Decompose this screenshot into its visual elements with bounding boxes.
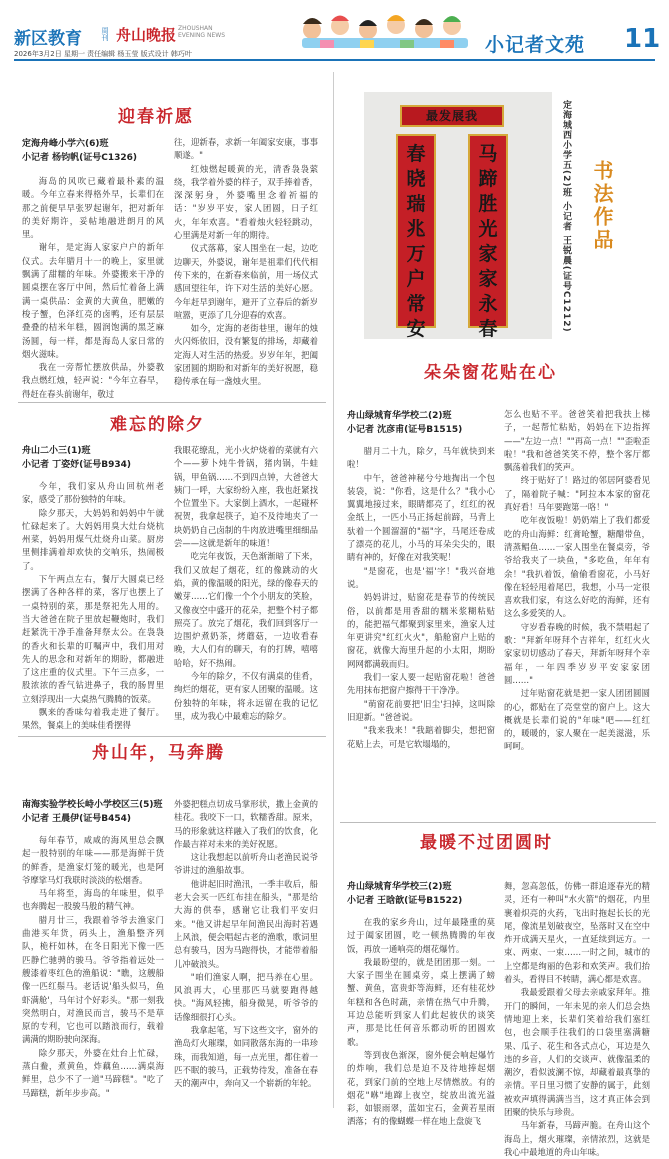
article-column [504,408,650,818]
paragraph: 我最盼望的，就是团团那一刻。一大家子围坐在圆桌旁，桌上摆满了螃蟹、黄鱼，富贵虾等海鲜，还有桂花炒年糕和各色时蔬，亲情在热气中升腾，耳边总能听到家人们此起彼伏的谈笑声，那是比任何音乐都动听的团圆欢歌。 [347,956,495,1047]
paragraph: 马年将至，海岛的年味里，似乎也奔腾起一股骏马般的精气神。 [22,888,164,912]
article-column [347,445,495,817]
page-number: 11 [624,24,661,54]
section-title: 小记者文苑 [485,34,586,56]
article-school: 舟山绿城育华学校二(2)班 [347,411,452,421]
paragraph: 妈妈讲过，贴窗花是春节的传统民俗，以前都是用香甜的糯米浆糊粘贴的，能把福气都聚到家里来，渔家人过年更讲究"红红火火"，船舱窗户上贴的窗花，就像大海里升起的小太阳，期盼网网都满载而归。 [347,592,495,669]
paragraph: 中午，爸爸神秘兮兮地掏出一个包装袋，说："你看，这是什么？"我小心翼翼地接过来，眼睛都亮了，红红的祝金纸上，一匹小马正扬起前蹄，马背上驮着一个圆溜溜的"福"字，马尾还卷成了漂亮的花儿，小马的耳朵尖尖的，眼睛有神的，好像在对我笑呢！ [347,472,495,563]
paragraph: 舞，忽高忽低，仿佛一群追逐春光的精灵，还有一种叫"水火箭"的烟花，内里裹着炽亮的火药，飞出时拖起长长的光尾，像流星划破夜空，坠落时又在空中炸开成满天星火，一直延续到远方。一束、两束、一束……一时之间，城市的上空都是绚丽的色彩和欢笑声。我们抬着头，看得目不转睛，满心都是欢喜。 [504,881,650,985]
paragraph: 今年的除夕，不仅有满桌的佳肴，绚烂的烟花，更有家人团聚的温暖。这份独特的年味，将永远留在我的记忆里，成为我心中最难忘的除夕。 [174,671,318,721]
calligraphy-horizontal-scroll: 最发展我 [400,105,504,127]
paragraph: 我们一家人要一起贴窗花啦！爸爸先用抹布把窗户擦得干干净净。 [347,672,495,696]
article-school: 舟山绿城育华学校三(2)班 [347,882,452,892]
scroll-text: 春晓瑞兆万户常安 [406,143,426,340]
article-column [347,916,495,1127]
article-column [22,175,164,399]
article-column [22,834,164,1106]
paragraph: 我在一旁帮忙摆放供品，外婆教我点燃红烛，轻声说："今年立春早，得赶在春头前谢年，敬过 [22,362,164,399]
paragraph: 吃年夜饭啦！奶奶端上了我们都爱吃的舟山海鲜：红膏呛蟹，糖醋带鱼，清蒸鲳鱼……一家人围坐在餐桌旁，爷爷给我夹了一块鱼，"多吃鱼，年年有余！"我扒着饭，偷偷看窗花，小马好像在轻轻甩着尾巴，我想，小马一定很喜欢我们家，有这么好吃的海鲜，还有这么多爱笑的人。 [504,515,650,619]
paragraph: 马年新春，马蹄声脆。在舟山这个海岛上，烟火璀璨，亲情浓烈，这就是我心中最地道的舟山年味。 [504,1120,650,1157]
paragraph: 海岛的风吹已藏着最朴素的温暖。今年立春来得格外早，长辈们在那之前便早早张罗起谢年，把对新年的美好期许，妥帖地融进朗月的风里。 [22,176,164,240]
paragraph: 飘来的香味勾着我走进了餐厅。果然，餐桌上的美味佳肴摆得 [22,707,164,731]
paragraph: 下午两点左右，餐厅大圆桌已经摆满了各种各样的菜，客厅也摆上了一桌特别的菜，那是祭祀先人用的。当大爸爸在院子里放起鞭炮时，我们赶紧洗干净手准备拜祭太公。在袅袅的香火和长辈的叮嘱声中，我们用对先人的思念和对新年的期盼，都融进了这庄重的仪式里。下午三点多，一股浓浓的香气钻进鼻子，我的肠胃里立刻浮现出一大桌热气腾腾的饭菜。 [22,574,164,704]
article-reporter: 小记者 丁姿妤(证号B934) [22,460,132,470]
paragraph: "是窗花，也是'福'字！"我兴奋地说。 [347,565,495,589]
article-column [174,798,318,1106]
paragraph: 除夕那天，外婆在灶台上忙碌，蒸白鲞，煮黄鱼，炸藕鱼……满桌海鲜里，总少不了一道"马蹄糕"。"吃了马蹄糕，新年步步高。" [22,1047,164,1098]
article-title: 难忘的除夕 [110,415,205,435]
article-column [22,480,164,731]
divider [18,402,326,403]
calligraphy-title: 书法作品 [590,160,614,252]
paragraph: 我眼花缭乱，光小火炉烧着的菜就有六个——萝卜炖牛骨锅，猪肉锅，牛蛙锅，甲鱼锅……不到四点钟，大爸爸大姨门一呼，大家纷纷入座，我也赶紧找个位置坐下。大家倒上酒水，一起碰杯祝贺，我拿起筷子，迫不及待地夹了一块奶奶自己卤制的牛肉放进嘴里细细品尝——这就是新年的味道！ [174,445,318,549]
header-rule [14,59,655,61]
article-title: 最暖不过团圆时 [420,833,553,853]
paragraph: 守岁看春晚的时候，我不禁唱起了歌："拜新年呀拜个吉祥年，红红火火家家切切感动了春天，拜新年呀拜个幸福年，一年四季岁岁平安家家团圆……" [504,621,650,685]
dateline: 2026年3月2日 星期一 责任编辑 杨玉莹 版式设计 韩巧叶 [14,50,192,58]
paragraph: 腊月二十九，除夕，马年就快到来啦！ [347,446,495,470]
paragraph: 外婆把糕点切成马掌形状，撒上金黄的桂花。我咬下一口，软糯香甜。原来，马的形象就这样融入了我们的饮食，化作最吉祥对未来的美好祝愿。 [174,799,318,849]
newspaper-logo: 舟山晚报 [116,26,177,44]
paragraph: "我来我来！"我踮着脚尖，想把窗花贴上去，可是它软塌塌的， [347,725,495,749]
calligraphy-photo [364,92,552,339]
paragraph: 往，迎新春，求新一年阖家安康，事事顺遂。" [174,137,318,161]
article-school: 南海实验学校长峙小学校区三(5)班 [22,800,163,810]
article-column [504,880,650,1157]
page-header [0,0,669,62]
paragraph: 谢年，是定海人家家户户的新年仪式。去年腊月十一的晚上，家里就飘满了甜糯的年味。外婆搬来干净的圆桌摆在客厅中间，然后忙着备上满满一桌供品：金黄的大黄鱼，肥嫩的梭子蟹，色泽红亮的卤鸭，还有层层叠叠的桔米年糕，圆润饱满的黑芝麻汤圆，每一样，都是海岛人家日常的烟火滋味。 [22,242,164,359]
paragraph: 过年贴窗花就是把一家人团团圆圆的心，都贴在了亮堂堂的窗户上。这大概就是长辈们说的"年味"吧——红红的，暖暖的，家人聚在一起美滋滋，乐呵呵。 [504,688,650,752]
scroll-text: 马蹄胜光家家永春 [478,143,498,340]
calligraphy-right-scroll [468,134,508,340]
article-reporter: 小记者 王晨伊(证号B454) [22,814,132,824]
paragraph: 在我的家乡舟山，过年最隆重的莫过于阖家团圆，吃一顿热腾腾的年夜饭，再放一通响亮的烟花爆竹。 [347,917,495,954]
paragraph: 吃完年夜饭，天色渐渐暗了下来，我们又放起了烟花，红的像跳动的火焰，黄的像温暖的阳光，绿的像春天的嫩芽……它们像一个个小朋友的笑脸，又像夜空中盛开的花朵，把整个村子都照亮了。放完了烟花，我们回到客厅一边围炉煮奶茶，烤蘑菇，一边收看春晚，大人们有的聊天，有的打牌，嘻嘻哈哈，好不热闹。 [174,551,318,668]
paragraph: 腊月廿三，我跟着爷爷去渔家门曲港买年货，码头上，渔船整齐列队，桅杆如林，在冬日阳光下像一匹匹静伫驰骋的骏马。爷爷指着远处一艘漆着枣红色的渔船说："瞧，这艘船像一匹红鬃马。老话说'船头似马，鱼虾满舱'，马年讨个好彩头。"那一刻我突然明白，对渔民而言，骏马不是草原的专利，它也可以踏浪而行，载着满满的期盼驶向深海。 [22,914,164,1045]
newspaper-logo-en: ZHOUSHAN EVENING NEWS [178,25,226,39]
article-school: 定海舟峰小学六(6)班 [22,139,109,149]
paragraph: 除夕那天，大妈妈和妈妈中午就忙碌起来了。大妈妈用臭大灶台烧杭州菜，妈妈用煤气灶烧舟山菜。厨房里侧排满着却欢快的交响乐，热闹极了。 [22,507,164,571]
article-title: 迎春祈愿 [118,107,194,127]
brand-subtitle: 周刊 [101,27,109,41]
paragraph: 红烛燃起暖黄的光，清香袅袅萦绕，我学着外婆的样子，双手捧着香，深深躬身，外婆嘴里念着祈福的话："岁岁平安，家人团圆，日子红火，年年欢喜。"看着烛火轻轻跳动，心里满是对新一年的期待。 [174,163,318,241]
paragraph: 他讲起旧时渔汛，一季丰收后，船老大会买一匹红布挂在船头，"那是给大海的供奉，感谢它让我们平安归来。"他又讲起早年间渔民出海时若遇上风浪，便会唱起古老的渔歌，歌词里总有骏马，因为马跑得快，才能带着船儿冲破浪头。 [174,878,318,969]
article-column [174,136,318,398]
article-school: 舟山二小三(1)班 [22,446,91,456]
calligraphy-author: 定海城西小学五(2)班 小记者 王锐晨(证号C1212) [561,100,571,333]
paragraph: 每年春节，咸咸的海风里总会飘起一股特别的年味——那是海鲜干货的鲜香，是渔家灯笼的暖光，也是阿爷摩挲马灯我联时淡淡的松烟香。 [22,835,164,885]
paragraph: "咱们渔家人啊，把马养在心里。风浪再大，心里那匹马就要跑得越快。"海风轻拂，船身微晃，听爷爷的话像细很打心头。 [174,971,318,1022]
paragraph: 今年，我们家从舟山回杭州老家，感受了那份独特的年味。 [22,481,164,505]
children-illustration [300,8,470,48]
article-title: 朵朵窗花贴在心 [424,363,557,383]
paragraph: 怎么也贴不平。爸爸笑着把我扶上梯子，一起帮忙粘贴，妈妈在下边指挥——"左边一点！""再高一点！""歪啦歪啦！"我和爸爸笑笑不停，整个客厅都飘荡着我们的笑声。 [504,409,650,473]
paragraph: 这让我想起以前听舟山老渔民说爷爷讲过的渔船故事。 [174,852,318,876]
paragraph: "萌窗花前要把'旧尘'扫掉，这叫除旧迎新。"爸爸说。 [347,698,495,722]
column-divider [333,72,334,1108]
paragraph: 我最爱跟着父母去亲戚家拜年。推开门的瞬间，一年未见的亲人们总会热情地迎上来，长辈们笑着给我们塞红包，也会顺手往我们的口袋里塞满糖果、瓜子、花生和各式点心，耳边是久违的乡音，人们的交谈声、就像温柔的潮汐，看似波澜不惊，却藏着最真挚的亲情。平日里习惯了安静的属于，此刻被欢声填得满满当当，这才真正体会到团聚的快乐与珍贵。 [504,987,650,1118]
paragraph: 终于贴好了！路过的邻居阿婆看见了，隔着院子喊："阿拉本本家的窗花真好看！马年要跑第一咯！" [504,475,650,513]
article-column [174,444,318,730]
paragraph: 等到夜色渐深，窗外便会响起爆竹的炸响，我们总是迫不及待地捧起烟花，到家门前的空地上尽情燃放。有的烟花"咻"地蹿上夜空，绽放出流光溢彩，如银雨翠，蓝如宝石，金黄若星雨洒落；有的像蝴蝶一样在地上盘旋飞 [347,1049,495,1127]
divider [340,822,656,823]
divider [18,736,326,737]
calligraphy-left-scroll [396,134,436,340]
brand-title: 新区教育 [14,29,82,49]
article-title: 舟山年，马奔腾 [92,743,225,763]
article-reporter: 小记者 沈彦甫(证号B1515) [347,425,463,435]
paragraph: 我拿起笔，写下这些文字，窗外的渔岛灯火璀璨，如同散落东海的一串珍珠，而我知道，每一点光里，都住着一匹不眠的骏马，正载势待发，准备在春天的潮声中，奔向又一个崭新的年轮。 [174,1025,318,1089]
paragraph: 如今，定海的老街巷里，谢年的烛火闪烁依旧，没有繁复的排场，却藏着定海人对生活的热爱。岁岁年年，把阖家团圆的期盼和对新年的美好祝愿，稳稳传承在每一盏烛火里。 [174,323,318,387]
article-reporter: 小记者 杨钧帆(证号C1326) [22,153,138,163]
paragraph: 仪式落幕，家人围坐在一起，边吃边聊天，外婆说，谢年是祖辈们代代相传下来的，在新春来临前，用一场仪式感回望往年，许下对生活的美好心愿。今年赶早到谢年，避开了立春后的新岁喧嚣，更添了几分迎春的欢喜。 [174,243,318,320]
article-reporter: 小记者 王晗歆(证号B1522) [347,896,463,906]
